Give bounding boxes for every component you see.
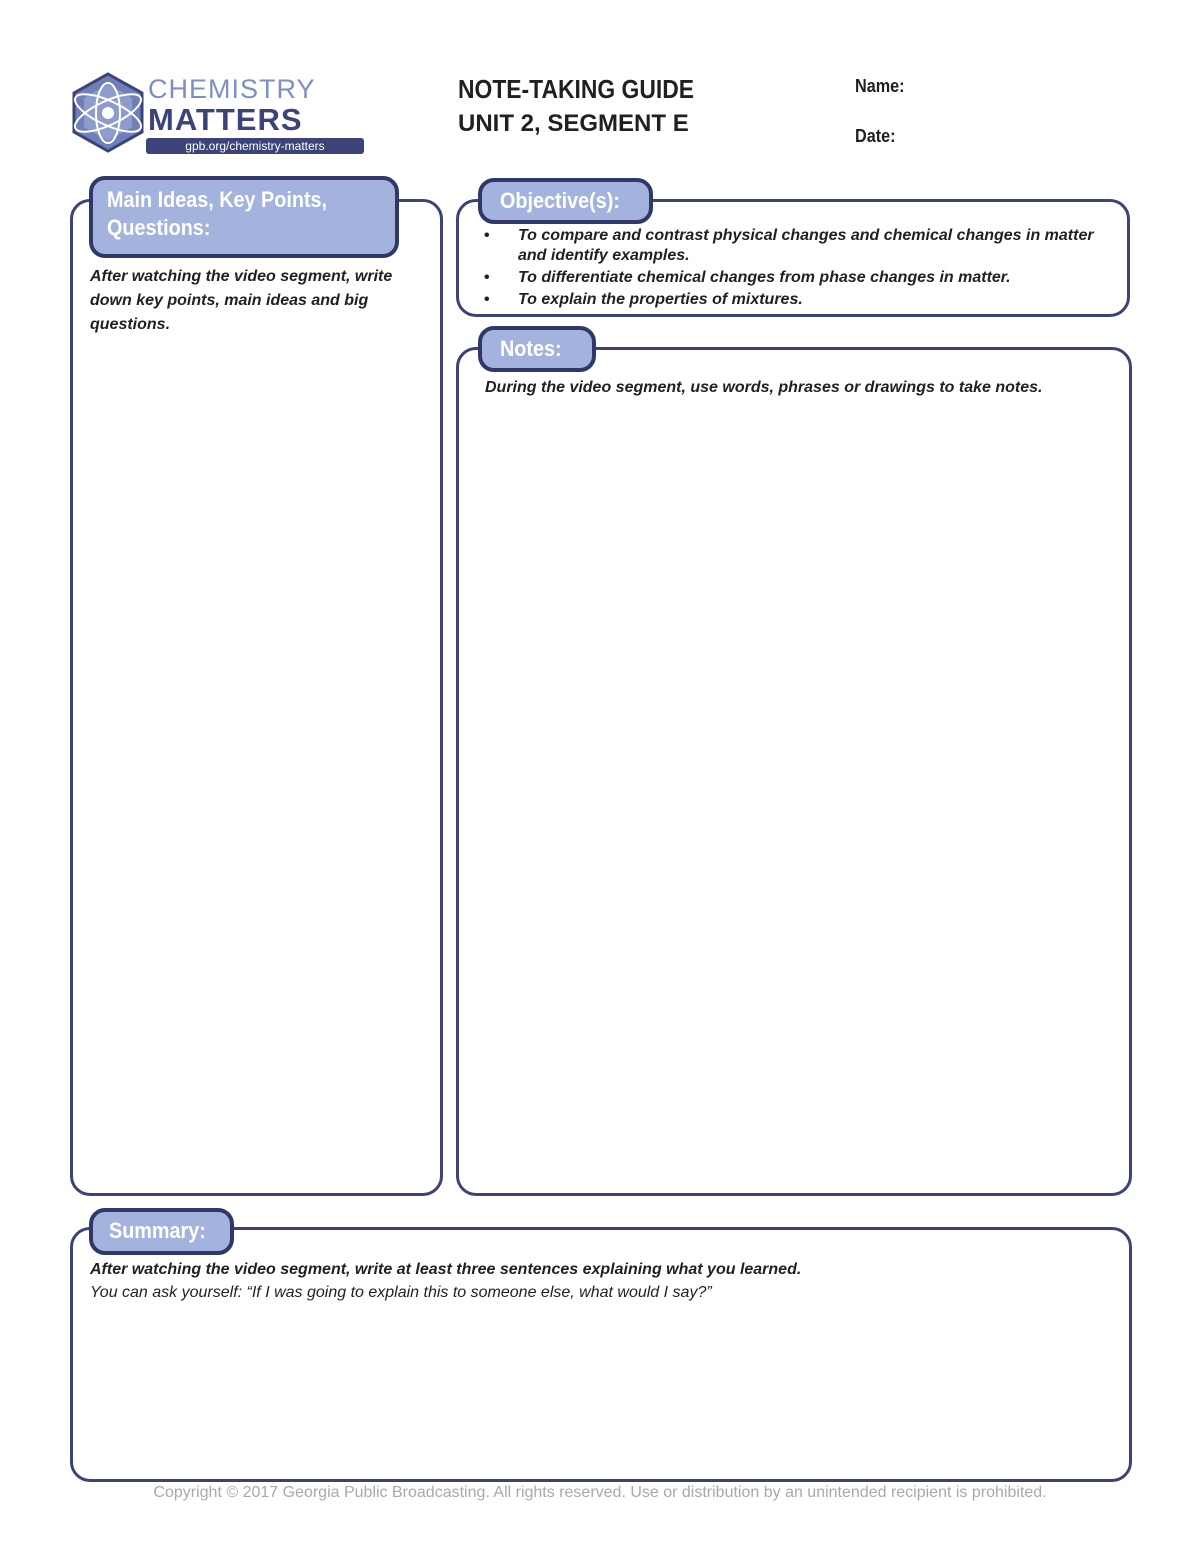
objective-item: • To compare and contrast physical changes and chemical changes in matter and identify examples. bbox=[484, 227, 1094, 264]
summary-tab-label: Summary: bbox=[109, 1218, 206, 1243]
objective-text: To differentiate chemical changes from phase changes in matter. bbox=[518, 269, 1011, 286]
main-ideas-instructions: After watching the video segment, write down key points, main ideas and big questions. bbox=[90, 268, 393, 333]
summary-tab bbox=[89, 1208, 234, 1255]
notes-tab bbox=[478, 326, 596, 372]
summary-instructions-line2: You can ask yourself: “If I was going to explain this to someone else, what would I say?” bbox=[90, 1284, 712, 1301]
logo-url: gpb.org/chemistry-matters bbox=[146, 138, 364, 154]
objectives-list bbox=[484, 226, 1124, 312]
copyright-footer: Copyright © 2017 Georgia Public Broadcasting. All rights reserved. Use or distribution by an unintended recipient is prohibited. bbox=[153, 1484, 1047, 1501]
notes-instructions: During the video segment, use words, phrases or drawings to take notes. bbox=[485, 379, 1043, 396]
chemistry-matters-logo bbox=[68, 68, 373, 158]
logo-word-matters: MATTERS bbox=[148, 102, 303, 137]
atom-hexagon-icon bbox=[68, 68, 148, 158]
page-title: NOTE-TAKING GUIDE bbox=[458, 74, 695, 104]
objective-item: • To explain the properties of mixtures. bbox=[484, 291, 803, 308]
summary-instructions-line1: After watching the video segment, write at least three sentences explaining what you learned. bbox=[90, 1261, 802, 1278]
main-ideas-tab-line1: Main Ideas, Key Points, bbox=[107, 187, 328, 212]
main-ideas-tab bbox=[89, 176, 399, 258]
notes-box[interactable] bbox=[456, 347, 1132, 1196]
main-ideas-tab-line2: Questions: bbox=[107, 215, 211, 240]
objective-item: • To differentiate chemical changes from phase changes in matter. bbox=[484, 269, 1011, 286]
objective-text: To explain the properties of mixtures. bbox=[518, 291, 803, 308]
date-label: Date: bbox=[855, 126, 896, 146]
objectives-tab-label: Objective(s): bbox=[500, 188, 620, 213]
objectives-tab bbox=[478, 178, 653, 224]
logo-word-chemistry: CHEMISTRY bbox=[148, 74, 316, 104]
page-subtitle: UNIT 2, SEGMENT E bbox=[458, 110, 689, 137]
main-ideas-box[interactable] bbox=[70, 199, 443, 1196]
name-label: Name: bbox=[855, 76, 905, 96]
objective-text: To compare and contrast physical changes and chemical changes in matter and identify examples. bbox=[518, 227, 1094, 264]
notes-tab-label: Notes: bbox=[500, 336, 562, 361]
